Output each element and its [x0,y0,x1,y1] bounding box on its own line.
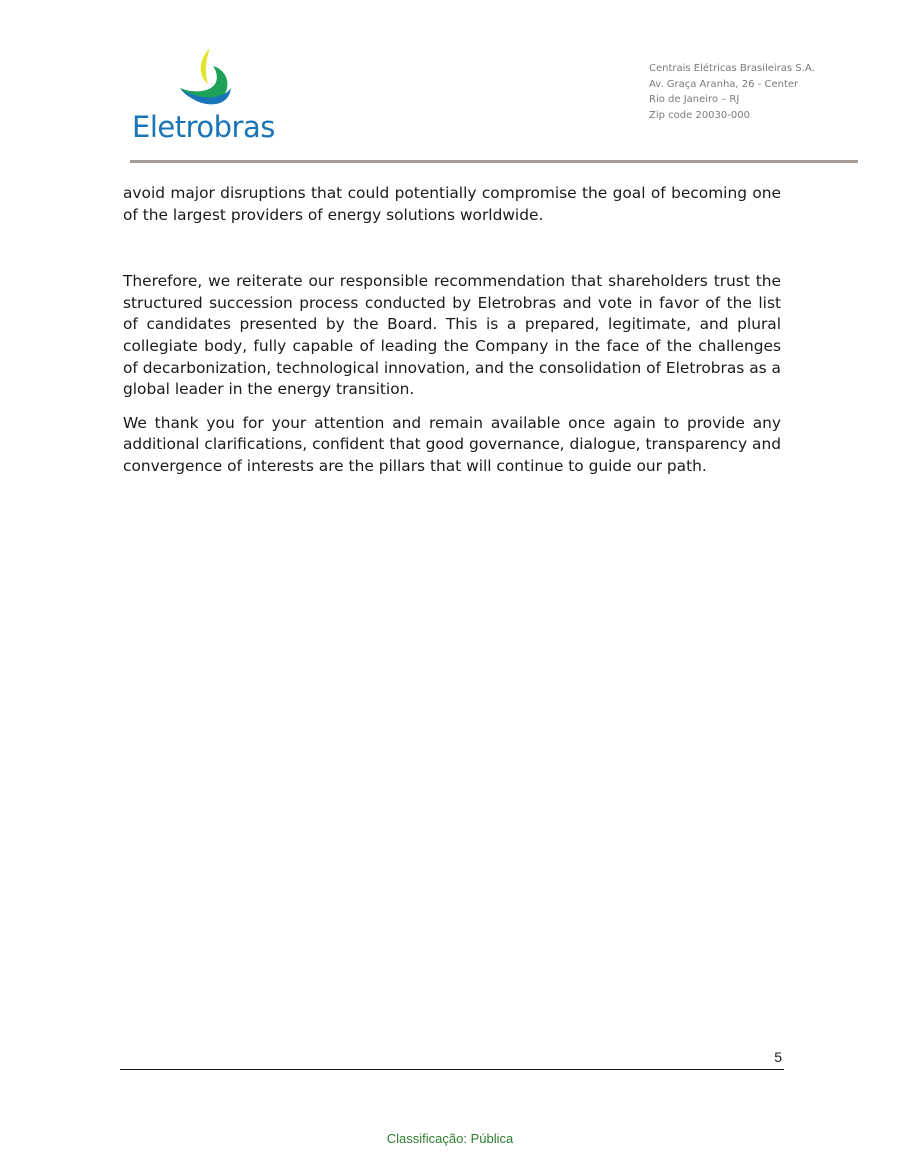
page-number: 5 [774,1049,782,1065]
address-line-zip: Zip code 20030-000 [649,109,750,121]
letter-body [123,183,781,478]
eletrobras-drop-icon [130,44,290,114]
paragraph-continuation: avoid major disruptions that could potentially compromise the goal of becoming one of the largest providers of energy solutions worldwide. [123,184,781,224]
logo-wordmark: Eletrobras [132,110,275,144]
classification-label: Classificação: Pública [386,1131,514,1146]
paragraph-closing: We thank you for your attention and remain available once again to provide any additional clarifications, confident that good governance, dialogue, transparency and convergence of interests are the pillars that will continue to guide our path. [123,413,781,475]
address-line-street: Av. Graça Aranha, 26 - Center [649,78,799,90]
company-address [649,61,815,123]
address-line-company: Centrais Elétricas Brasileiras S.A. [649,63,815,74]
footer-divider [120,1069,784,1070]
header-divider [130,160,858,163]
address-line-city: Rio de Janeiro – RJ [649,94,740,105]
company-logo [130,44,290,148]
paragraph-recommendation: Therefore, we reiterate our responsible recommendation that shareholders trust the structured succession process conducted by Eletrobras and vote in favor of the list of candidates presented by the Board. This is a prepared, legitimate, and plural collegiate body, fully capable of leading the Company in the face of the challenges of decarbonization, technological innovation, and the consolidation of Eletrobras as a global leader in the energy transition. [123,272,781,399]
